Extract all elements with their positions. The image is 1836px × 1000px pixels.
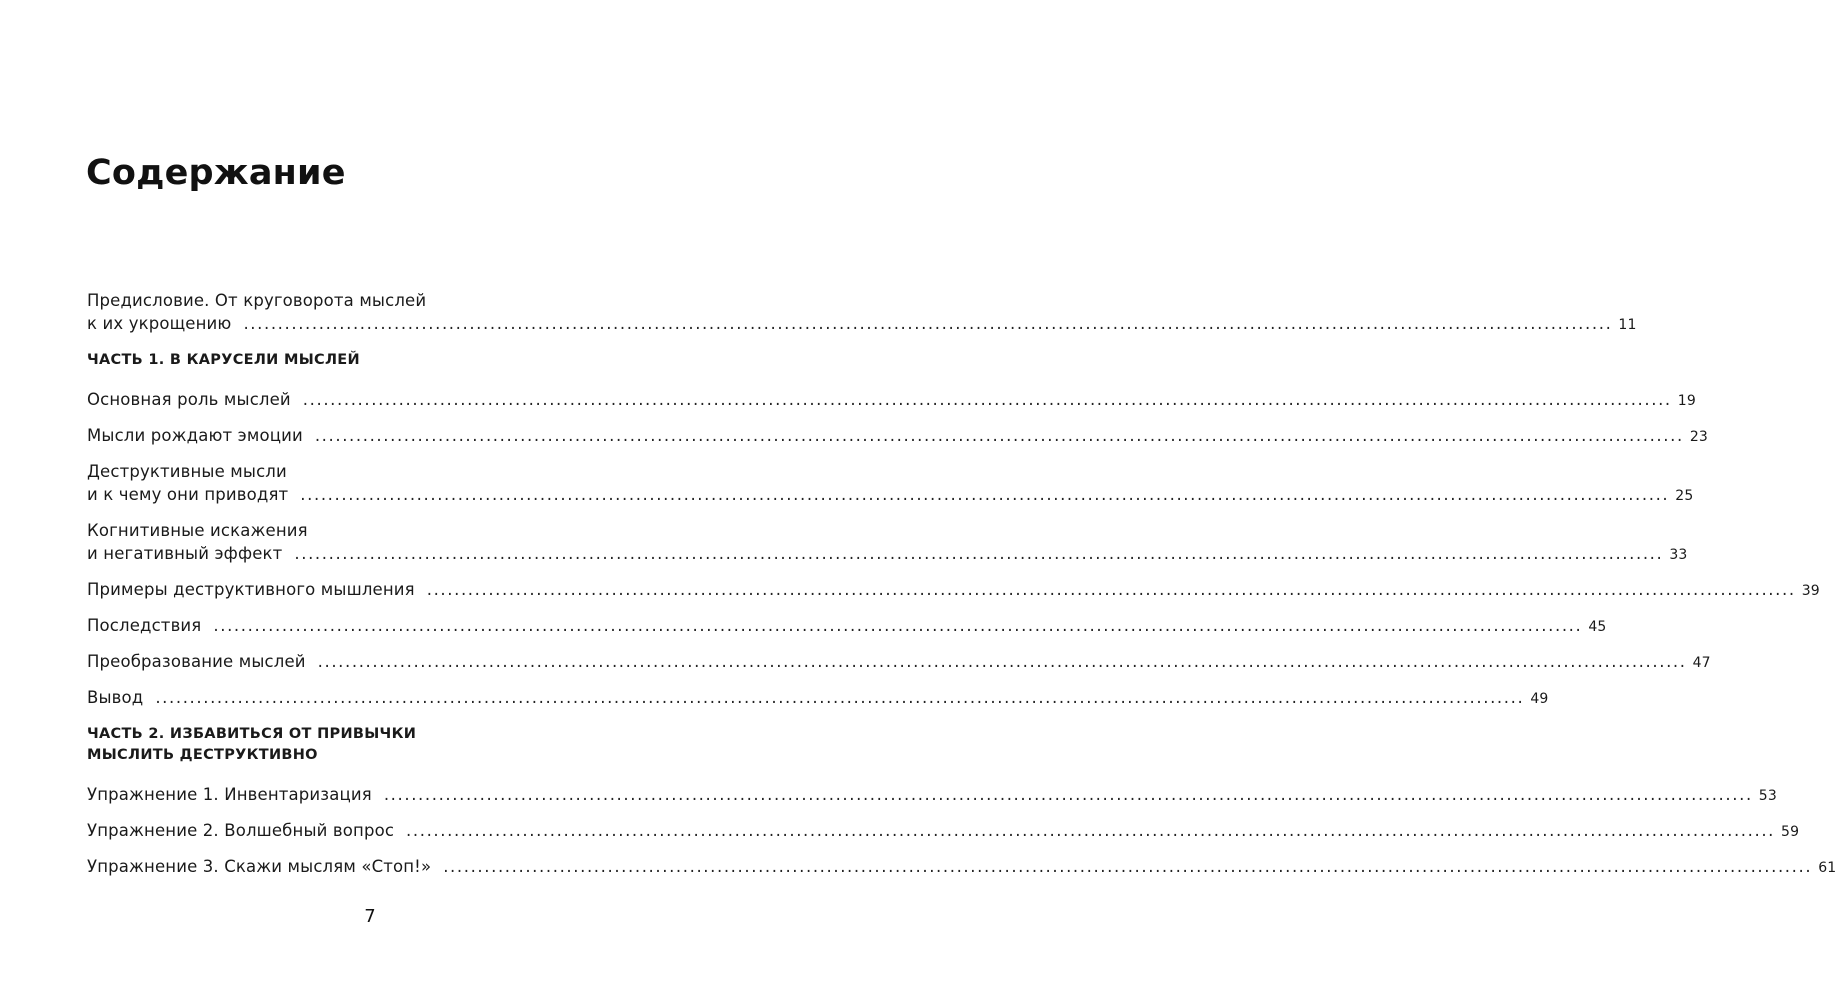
toc-entry[interactable] bbox=[87, 460, 1694, 508]
part-heading-line: ЧАСТЬ 1. В КАРУСЕЛИ МЫСЛЕЙ bbox=[87, 352, 360, 368]
dot-leader: ........................................................................................................................................................................................................ bbox=[302, 390, 1672, 409]
dot-leader: ........................................................................................................................................................................................................ bbox=[443, 857, 1813, 876]
toc-entry[interactable] bbox=[87, 783, 1777, 808]
toc-entry-title: Упражнение 3. Скажи мыслям «Стоп!» bbox=[87, 857, 432, 876]
toc-entry[interactable] bbox=[87, 424, 1708, 449]
toc-entry-page: 49 bbox=[1530, 691, 1549, 707]
dot-leader: ........................................................................................................................................................................................................ bbox=[213, 616, 1583, 635]
toc-entry-row bbox=[87, 783, 1777, 808]
toc-entry-title: Основная роль мыслей bbox=[87, 390, 291, 409]
table-of-contents bbox=[87, 289, 1836, 891]
dot-leader: ........................................................................................................................................................................................................ bbox=[155, 688, 1525, 707]
dot-leader: ........................................................................................................................................................................................................ bbox=[314, 426, 1684, 445]
toc-entry-title: и к чему они приводят bbox=[87, 485, 289, 504]
dot-leader: ........................................................................................................................................................................................................ bbox=[294, 544, 1664, 563]
page-title: Содержание bbox=[86, 153, 346, 193]
dot-leader: ........................................................................................................................................................................................................ bbox=[383, 785, 1753, 804]
toc-entry[interactable] bbox=[87, 855, 1836, 880]
dot-leader: ........................................................................................................................................................................................................ bbox=[300, 485, 1670, 504]
toc-entry-page: 19 bbox=[1677, 393, 1696, 409]
toc-entry-title: и негативный эффект bbox=[87, 544, 283, 563]
toc-entry-title: Упражнение 2. Волшебный вопрос bbox=[87, 821, 395, 840]
toc-entry-row bbox=[87, 686, 1549, 711]
toc-entry-page: 25 bbox=[1675, 488, 1694, 504]
toc-entry-page: 11 bbox=[1618, 317, 1637, 333]
toc-entry-title: Вывод bbox=[87, 688, 144, 707]
toc-entry[interactable] bbox=[87, 388, 1696, 413]
toc-entry-row bbox=[87, 312, 1637, 337]
toc-entry-row bbox=[87, 614, 1607, 639]
toc-entry-page: 33 bbox=[1669, 547, 1688, 563]
dot-leader: ........................................................................................................................................................................................................ bbox=[426, 580, 1796, 599]
toc-entry-row bbox=[87, 424, 1708, 449]
toc-entry-page: 23 bbox=[1689, 429, 1708, 445]
toc-entry-page: 61 bbox=[1818, 860, 1836, 876]
toc-entry-page: 45 bbox=[1588, 619, 1607, 635]
dot-leader: ........................................................................................................................................................................................................ bbox=[406, 821, 1776, 840]
toc-entry-title: Мысли рождают эмоции bbox=[87, 426, 303, 445]
toc-entry-row bbox=[87, 819, 1800, 844]
toc-entry[interactable] bbox=[87, 614, 1607, 639]
toc-entry-page: 47 bbox=[1692, 655, 1711, 671]
toc-entry-row bbox=[87, 542, 1688, 567]
toc-entry-title: Предисловие. От круговорота мыслей bbox=[87, 291, 427, 310]
toc-entry-row bbox=[87, 388, 1696, 413]
toc-entry-row bbox=[87, 855, 1836, 880]
page-number: 7 bbox=[364, 906, 376, 927]
part-heading bbox=[87, 724, 652, 766]
toc-entry-title: Когнитивные искажения bbox=[87, 521, 308, 540]
part-heading-line: МЫСЛИТЬ ДЕСТРУКТИВНО bbox=[87, 747, 318, 763]
toc-entry-page: 53 bbox=[1758, 788, 1777, 804]
toc-entry[interactable] bbox=[87, 519, 1688, 567]
part-heading bbox=[87, 350, 652, 371]
toc-entry-page: 39 bbox=[1801, 583, 1820, 599]
toc-entry-title: Примеры деструктивного мышления bbox=[87, 580, 415, 599]
toc-entry[interactable] bbox=[87, 686, 1549, 711]
toc-entry-title: Упражнение 1. Инвентаризация bbox=[87, 785, 372, 804]
toc-entry[interactable] bbox=[87, 289, 1637, 337]
toc-entry[interactable] bbox=[87, 650, 1711, 675]
toc-entry-row bbox=[87, 650, 1711, 675]
toc-entry-row bbox=[87, 578, 1820, 603]
toc-entry-title: к их укрощению bbox=[87, 314, 232, 333]
toc-entry-page: 59 bbox=[1781, 824, 1800, 840]
toc-entry-row bbox=[87, 483, 1694, 508]
toc-entry-title: Деструктивные мысли bbox=[87, 462, 287, 481]
dot-leader: ........................................................................................................................................................................................................ bbox=[243, 314, 1613, 333]
toc-entry-title: Преобразование мыслей bbox=[87, 652, 306, 671]
part-heading-line: ЧАСТЬ 2. ИЗБАВИТЬСЯ ОТ ПРИВЫЧКИ bbox=[87, 726, 417, 742]
toc-entry[interactable] bbox=[87, 819, 1800, 844]
toc-entry[interactable] bbox=[87, 578, 1820, 603]
toc-entry-title: Последствия bbox=[87, 616, 202, 635]
dot-leader: ........................................................................................................................................................................................................ bbox=[317, 652, 1687, 671]
